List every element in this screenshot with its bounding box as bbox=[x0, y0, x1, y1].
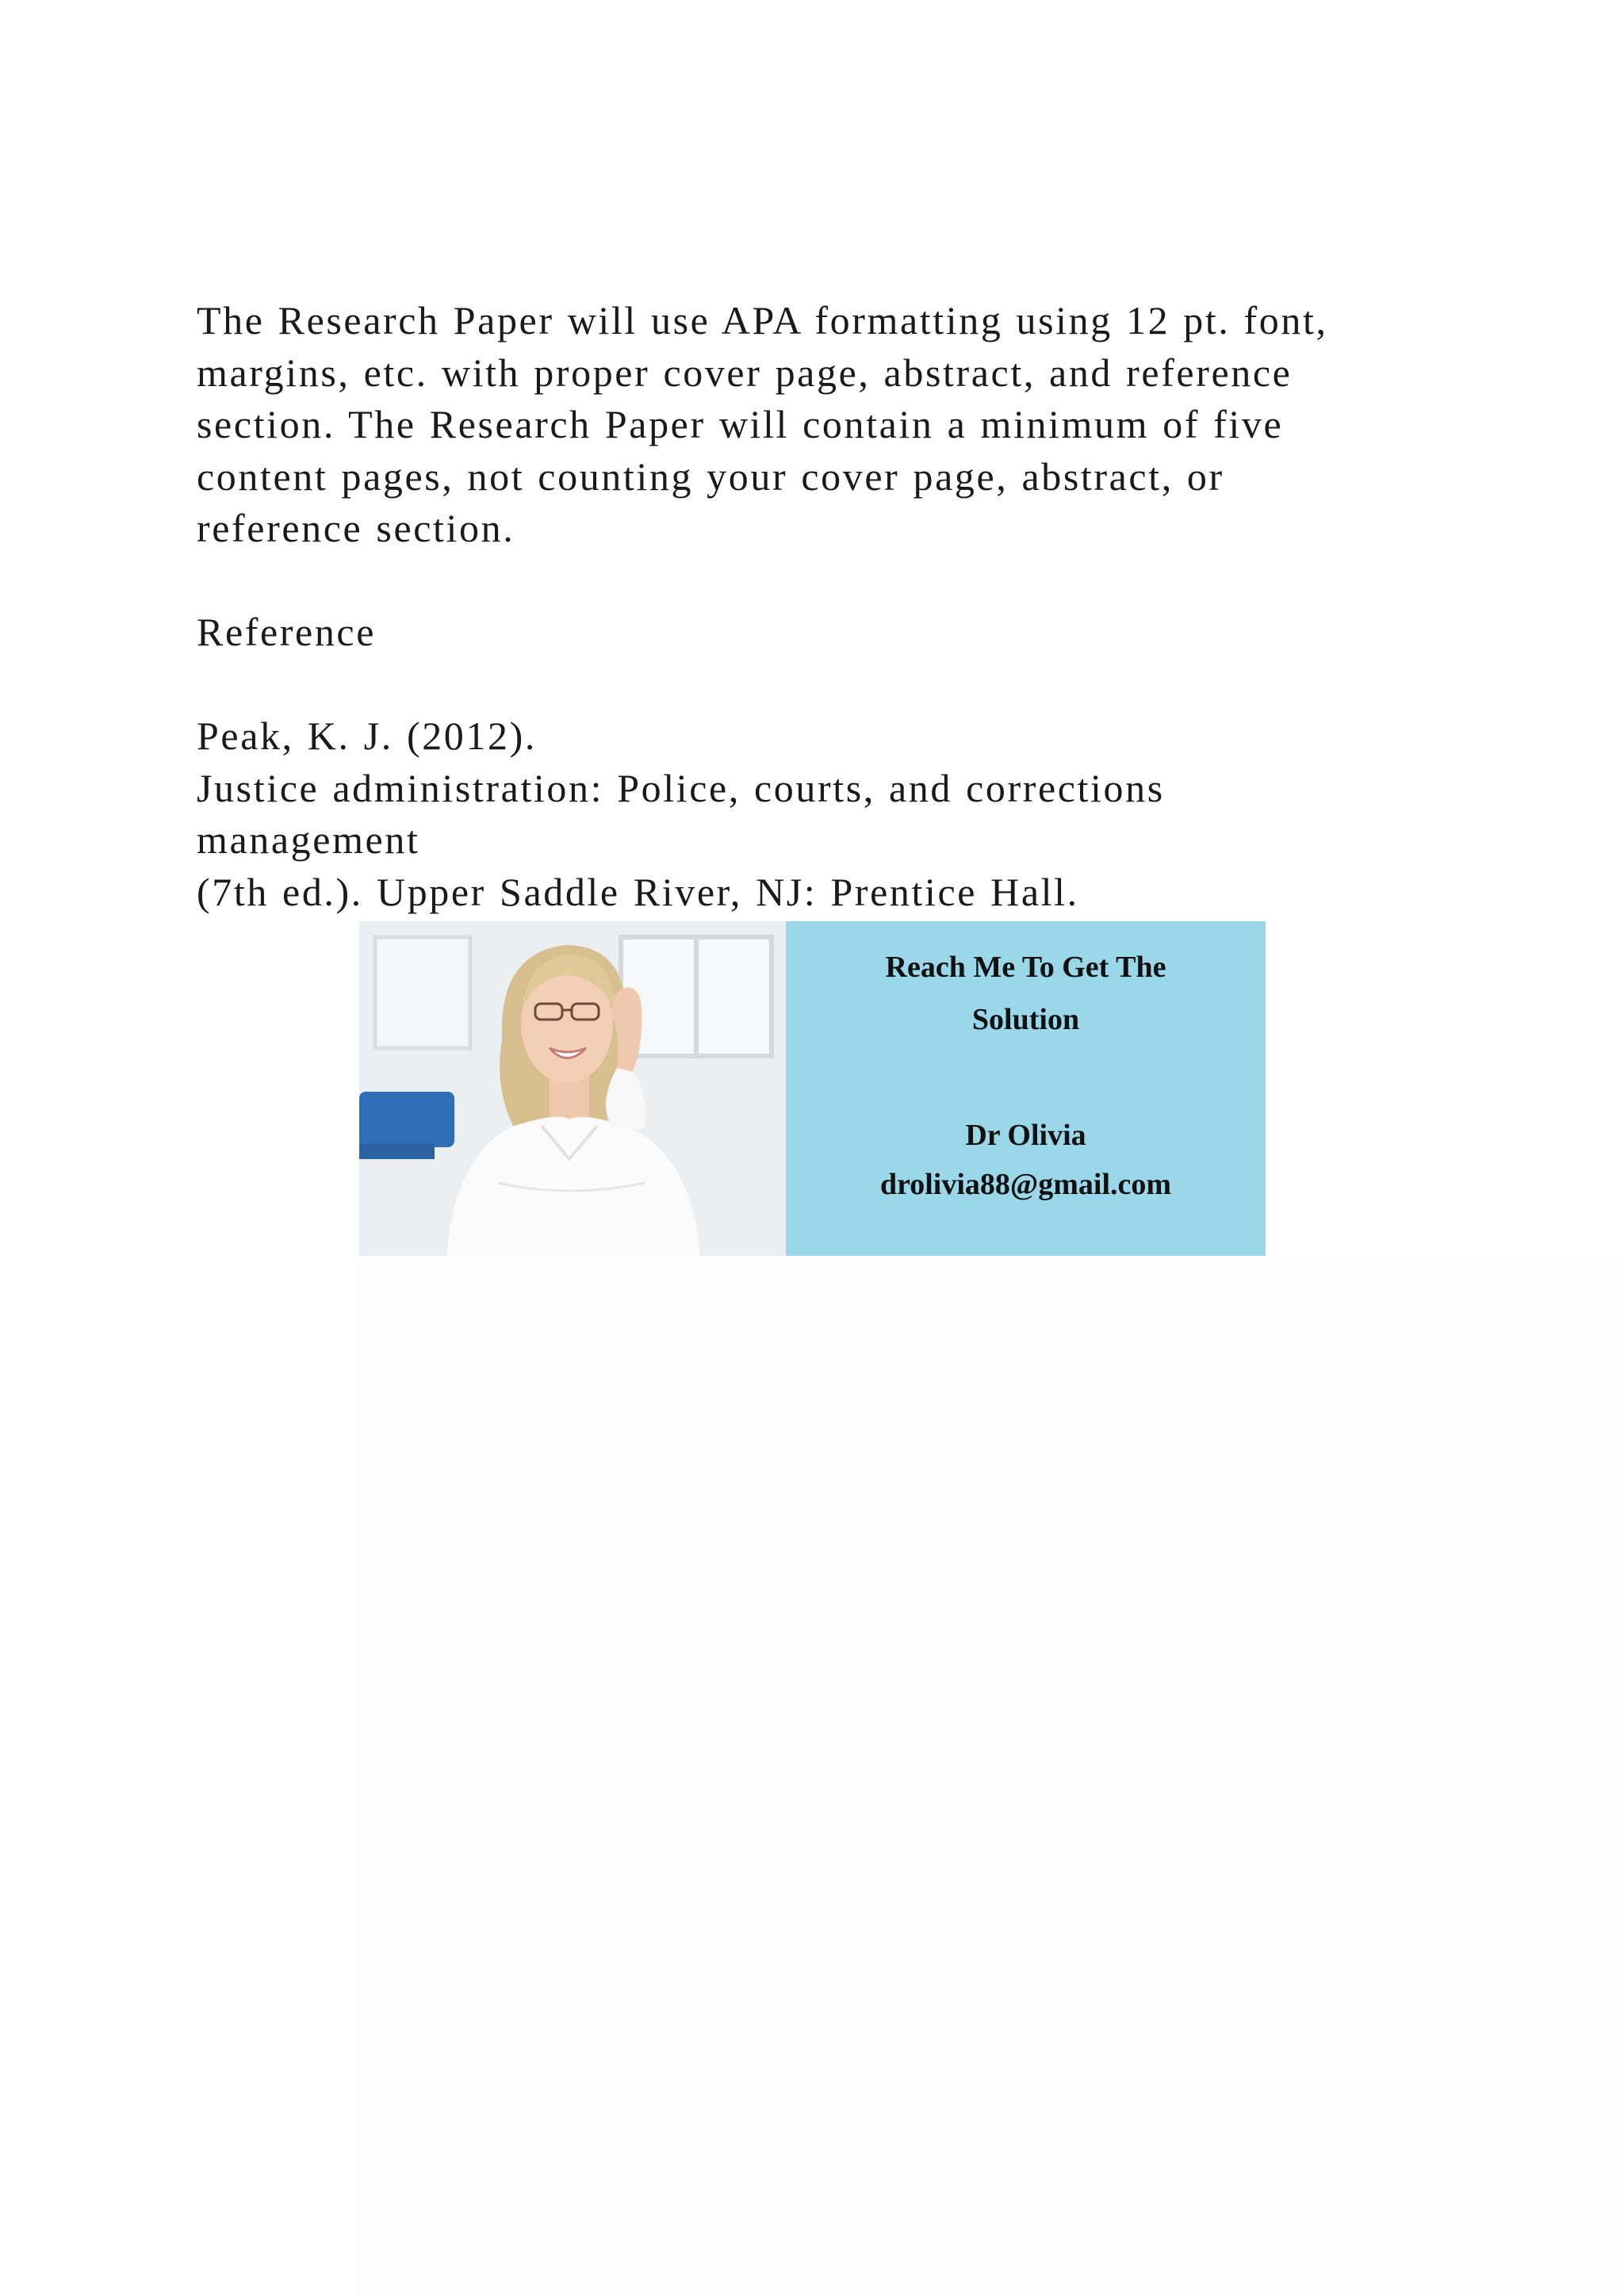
citation-line: Peak, K. J. (2012). bbox=[197, 714, 537, 758]
contact-banner bbox=[359, 921, 1266, 1256]
banner-headline: Reach Me To Get The bbox=[885, 951, 1166, 984]
reference-heading: Reference bbox=[197, 610, 377, 654]
paragraph-line: content pages, not counting your cover page, abstract, or bbox=[197, 453, 1224, 499]
contact-name: Dr Olivia bbox=[965, 1119, 1086, 1152]
spacer bbox=[197, 659, 1465, 711]
citation-line: management bbox=[197, 817, 420, 862]
paragraph-line: The Research Paper will use APA formatting using 12 pt. font, bbox=[197, 298, 1328, 342]
spacer bbox=[197, 555, 1465, 607]
contact-email[interactable]: drolivia88@gmail.com bbox=[879, 1168, 1172, 1201]
citation-line: (7th ed.). Upper Saddle River, NJ: Prentice Hall. bbox=[197, 869, 1079, 914]
paragraph-line: section. The Research Paper will contain a minimum of five bbox=[197, 402, 1284, 446]
woman-photo-illustration bbox=[359, 921, 786, 1256]
page-shading bbox=[358, 1257, 1624, 2296]
paragraph-line: margins, etc. with proper cover page, abstract, and reference bbox=[197, 350, 1293, 395]
banner-headline: Solution bbox=[971, 1003, 1080, 1036]
contact-panel bbox=[786, 921, 1266, 1256]
document-body bbox=[197, 295, 1465, 918]
woman-photo bbox=[359, 921, 786, 1256]
paragraph-line: reference section. bbox=[197, 506, 515, 550]
citation-line: Justice administration: Police, courts, and corrections bbox=[197, 765, 1165, 810]
